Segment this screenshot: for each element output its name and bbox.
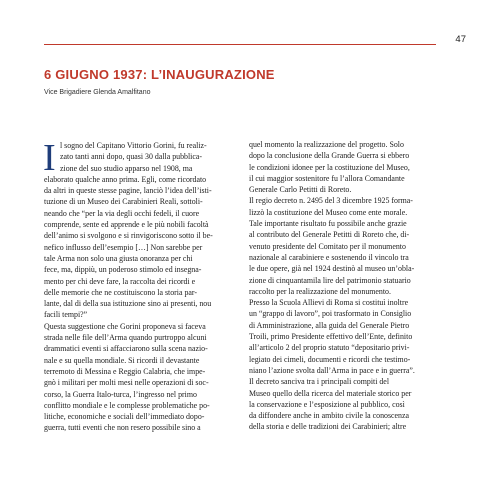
text-line: tale Arma non solo una giusta onoranza per chi <box>44 253 193 263</box>
text-line: il cui maggior sostenitore fu l’allora Comandante <box>249 173 405 183</box>
text-line: nazionale al carabiniere e sostenendo il vincolo tra <box>249 252 409 262</box>
text-line: un “grappo di lavoro”, poi trasformato in Consiglio <box>249 309 412 319</box>
text-line: lizzò la costituzione del Museo come ente morale. <box>249 207 408 217</box>
text-line: facili tempi?” <box>44 310 88 320</box>
text-line: l sogno del Capitano Vittorio Gorini, fu realiz- <box>60 141 207 150</box>
text-line: strada nelle file dell’Arma quando purtroppo alcuni <box>44 333 207 343</box>
text-line: Questa suggestione che Gorini proponeva si faceva <box>44 321 206 331</box>
text-column-right <box>249 139 436 433</box>
text-line: mento per chi deve fare, la raccolta dei ricordi e <box>44 276 196 286</box>
text-line: legiato dei cimeli, documenti e ricordi che testimo- <box>249 354 411 364</box>
drop-cap: I <box>43 137 56 179</box>
text-line: zione del suo studio apparso nel 1908, ma <box>60 163 193 173</box>
text-line: quel momento la realizzazione del progetto. Solo <box>249 140 404 149</box>
text-line: Il regio decreto n. 2495 del 3 dicembre 1925 forma- <box>249 196 413 206</box>
text-line: nefico influsso dell’esempio […] Non sarebbe per <box>44 242 203 252</box>
text-line: gnò i militari per molti mesi nelle operazioni di soc- <box>44 378 209 388</box>
text-line: da altri in queste stesse pagine, lanciò l’idea dell’isti- <box>44 186 212 196</box>
text-line: Troili, primo Presidente effettivo dell’Ente, definito <box>249 332 413 342</box>
text-line: le due opere, già nel 1924 destinò al museo un’obla- <box>249 264 415 274</box>
text-line: terremoto di Messina e Reggio Calabria, che impe- <box>44 366 206 376</box>
text-line: dell’animo si svolgono e si rinvigoriscono sotto il be- <box>44 231 213 241</box>
text-line: niano l’azione svolta dall’Arma in pace e in guerra”. <box>249 365 415 375</box>
text-line: delle memorie che ne costituiscono la storia par- <box>44 287 197 297</box>
text-line: Tale importante risultato fu possibile anche grazie <box>249 219 407 229</box>
text-line: raccolto per la realizzazione del monumento. <box>249 286 391 296</box>
text-line: zione di cinquantamila lire del patrimonio statuario <box>249 275 411 285</box>
text-line: drammatici eventi si affacciarono sulla scena nazio- <box>44 344 208 354</box>
text-line: venuto presidente del Comitato per il monumento <box>249 241 406 251</box>
text-line: al contributo del Generale Petitti di Roreto che, di- <box>249 230 410 240</box>
text-column-left <box>43 137 231 434</box>
text-line: lante, dal di della sua istituzione sino ai presenti, nou <box>44 299 212 309</box>
text-line: elaborato qualche anno prima. Egli, come ricordato <box>44 174 207 184</box>
text-line: guerra, tutti eventi che non resero possibile sino a <box>44 423 201 433</box>
text-line: Generale Carlo Petitti di Roreto. <box>249 185 352 195</box>
text-line: Museo quello della ricerca del materiale storico per <box>249 388 412 398</box>
text-line: la conservazione e l’esposizione al pubblico, così <box>249 399 405 409</box>
text-line: dopo la conclusione della Grande Guerra si ebbero <box>249 151 410 161</box>
text-line: litiche, economiche e sociali dell’immediato dopo- <box>44 412 205 422</box>
text-line: zato tanti anni dopo, quasi 30 dalla pubblica- <box>60 152 202 162</box>
text-line: le condizioni idonee per la costituzione del Museo, <box>249 162 410 172</box>
text-line: nale e su quella mondiale. Si ricordi il devastante <box>44 355 200 365</box>
text-line: comprende, sente ed apprende e le più nobili facoltà <box>44 220 209 230</box>
header-rule <box>44 44 436 45</box>
text-line: della storia e delle tradizioni dei Carabinieri; altre <box>249 422 407 432</box>
text-line: tuzione di un Museo dei Carabinieri Reali, sottoli- <box>44 197 203 207</box>
text-line: all’articolo 2 del proprio statuto “depositario privi- <box>249 343 410 353</box>
text-line: conflitto mondiale e le complesse problematiche po- <box>44 400 210 410</box>
text-line: di Amministrazione, alla guida del Generale Pietro <box>249 320 410 330</box>
text-line: Il decreto sanciva tra i principali compiti del <box>249 377 390 387</box>
page-number: 47 <box>455 34 466 45</box>
text-line: Presso la Scuola Allievi di Roma si costituì inoltre <box>249 298 409 308</box>
text-line: fece, ma, dippiù, un poderoso stimolo ed insegna- <box>44 265 202 275</box>
text-line: neando che “per la via degli occhi fedeli, il cuore <box>44 208 200 218</box>
article-title: 6 GIUGNO 1937: L’INAUGURAZIONE <box>44 67 275 82</box>
article-author: Vice Brigadiere Glenda Amalfitano <box>44 89 151 96</box>
text-line: da diffondere anche in ambito civile la conoscenza <box>249 411 410 421</box>
text-line: corso, la Guerra Italo-turca, l’ingresso nel primo <box>44 389 197 399</box>
